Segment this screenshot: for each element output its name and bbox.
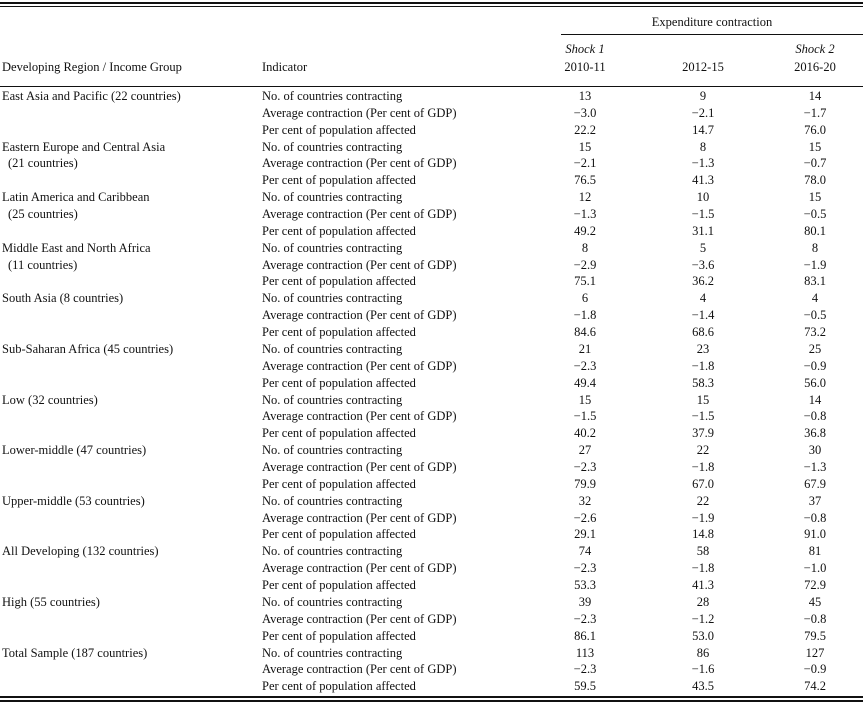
region-label: East Asia and Pacific (22 countries) [2,89,181,103]
indicator-label: Per cent of population affected [262,173,416,188]
indicator-label: No. of countries contracting [262,544,403,559]
value-cell: 15 [808,139,822,154]
value-cell: −3.6 [691,257,715,272]
value-cell: −0.8 [803,611,827,626]
value-cell: −1.8 [691,358,715,373]
value-cell: −2.1 [691,105,715,120]
indicator-label: Average contraction (Per cent of GDP) [262,105,457,120]
value-cell: −1.8 [691,561,715,576]
value-cell: 127 [805,645,825,660]
value-cell: −0.5 [803,308,827,323]
value-cell: 113 [575,645,595,660]
region-label: Middle East and North Africa [2,240,151,255]
value-cell: −2.3 [573,611,597,626]
indicator-label: Average contraction (Per cent of GDP) [262,510,457,525]
value-cell: 27 [578,443,592,458]
value-cell: 72.9 [804,578,826,592]
shock1-label: Shock 1 [565,42,605,56]
value-cell: 14 [808,392,822,407]
value-cell: −0.8 [803,510,827,525]
value-cell: 22.2 [574,122,596,137]
value-cell: 12 [578,190,592,205]
value-cell: 91.0 [804,527,826,542]
value-cell: 37 [808,493,822,508]
value-cell: 81 [808,544,822,559]
region-label: (25 countries) [8,207,78,221]
value-cell: 8 [699,139,707,154]
value-cell: −2.3 [573,460,597,474]
value-cell: 13 [578,89,592,103]
value-cell: 14.8 [692,527,714,542]
value-cell: 84.6 [574,325,596,339]
value-cell: 14.7 [692,122,714,137]
indicator-label: Per cent of population affected [262,223,416,238]
value-cell: 78.0 [804,173,826,188]
value-cell: −1.7 [803,105,827,120]
value-cell: −1.9 [691,510,715,525]
indicator-label: Average contraction (Per cent of GDP) [262,460,457,474]
spanning-header-rule [561,34,863,35]
value-cell: 29.1 [574,527,596,542]
indicator-label: No. of countries contracting [262,190,403,205]
value-cell: 74.2 [804,679,826,694]
indicator-label: Average contraction (Per cent of GDP) [262,611,457,626]
value-cell: 30 [808,443,822,458]
indicator-label: Per cent of population affected [262,527,416,542]
value-cell: 4 [699,291,707,306]
value-cell: −0.9 [803,358,827,373]
value-cell: 8 [811,240,819,255]
value-cell: 37.9 [692,426,714,441]
value-cell: −1.3 [573,207,597,221]
value-cell: 39 [578,595,592,609]
value-cell: −1.8 [691,460,715,474]
value-cell: 58.3 [692,375,714,390]
value-cell: 28 [696,595,710,609]
value-cell: −2.9 [573,257,597,272]
value-cell: −1.5 [691,207,715,221]
column-header-period2: 2012-15 [682,60,724,74]
indicator-label: No. of countries contracting [262,342,403,356]
indicator-label: Average contraction (Per cent of GDP) [262,308,457,323]
value-cell: −1.5 [573,409,597,424]
value-cell: 53.0 [692,628,714,643]
value-cell: 86 [696,645,710,660]
value-cell: −1.9 [803,257,827,272]
value-cell: 53.3 [574,578,596,592]
value-cell: −1.6 [691,662,715,677]
indicator-label: Average contraction (Per cent of GDP) [262,207,457,221]
value-cell: 75.1 [574,274,596,289]
value-cell: 10 [696,190,710,205]
indicator-label: Per cent of population affected [262,122,416,137]
value-cell: 79.9 [574,476,596,491]
value-cell: −1.0 [803,561,827,576]
spanning-header: Expenditure contraction [651,15,773,29]
value-cell: −2.3 [573,358,597,373]
value-cell: 59.5 [574,679,596,694]
value-cell: 15 [696,392,710,407]
value-cell: 15 [808,190,822,205]
indicator-label: Per cent of population affected [262,274,416,289]
top-rule-double [0,6,863,8]
indicator-label: No. of countries contracting [262,493,403,508]
value-cell: 41.3 [692,173,714,188]
value-cell: −1.4 [691,308,715,323]
value-cell: −3.0 [573,105,597,120]
value-cell: 76.0 [804,122,826,137]
region-label: Total Sample (187 countries) [2,645,148,660]
value-cell: −2.1 [573,156,597,171]
column-header-period1: 2010-11 [564,60,606,74]
value-cell: 80.1 [804,223,826,238]
value-cell: 41.3 [692,578,714,592]
value-cell: 67.9 [804,476,826,491]
header-rule [0,86,863,87]
value-cell: 14 [808,89,822,103]
value-cell: 68.6 [692,325,714,339]
region-label: (11 countries) [8,257,78,272]
region-label: (21 countries) [8,156,78,171]
indicator-label: No. of countries contracting [262,139,403,154]
value-cell: 15 [578,392,592,407]
bottom-rule [0,696,863,698]
column-header-indicator: Indicator [262,60,308,74]
region-label: Low (32 countries) [2,392,98,407]
region-label: South Asia (8 countries) [2,291,124,306]
value-cell: 21 [578,342,592,356]
value-cell: −0.5 [803,207,827,221]
indicator-label: Per cent of population affected [262,578,416,592]
indicator-label: Average contraction (Per cent of GDP) [262,257,457,272]
value-cell: −1.3 [691,156,715,171]
value-cell: 74 [578,544,592,559]
value-cell: 76.5 [574,173,596,188]
value-cell: 8 [581,240,589,255]
value-cell: 15 [578,139,592,154]
value-cell: −2.3 [573,662,597,677]
region-label: High (55 countries) [2,595,100,609]
value-cell: 22 [696,493,710,508]
indicator-label: Per cent of population affected [262,375,416,390]
value-cell: 5 [699,240,707,255]
indicator-label: No. of countries contracting [262,595,403,609]
indicator-label: Average contraction (Per cent of GDP) [262,662,457,677]
indicator-label: No. of countries contracting [262,240,403,255]
value-cell: 58 [696,544,710,559]
value-cell: 22 [696,443,710,458]
indicator-label: Per cent of population affected [262,476,416,491]
value-cell: −1.5 [691,409,715,424]
value-cell: 4 [811,291,819,306]
value-cell: −0.9 [803,662,827,677]
value-cell: 79.5 [804,628,826,643]
value-cell: 49.4 [574,375,596,390]
value-cell: 31.1 [692,223,714,238]
indicator-label: No. of countries contracting [262,89,403,103]
value-cell: 45 [808,595,822,609]
indicator-label: Average contraction (Per cent of GDP) [262,409,457,424]
indicator-label: No. of countries contracting [262,443,403,458]
value-cell: 56.0 [804,375,826,390]
indicator-label: Average contraction (Per cent of GDP) [262,156,457,171]
value-cell: 23 [696,342,710,356]
column-header-region: Developing Region / Income Group [2,60,182,74]
indicator-label: Per cent of population affected [262,679,416,694]
value-cell: 73.2 [804,325,826,339]
indicator-label: Per cent of population affected [262,426,416,441]
value-cell: 9 [699,89,707,103]
indicator-label: No. of countries contracting [262,291,403,306]
region-label: Eastern Europe and Central Asia [2,139,166,154]
value-cell: −1.2 [691,611,715,626]
value-cell: −2.6 [573,510,597,525]
region-label: All Developing (132 countries) [2,544,159,559]
indicator-label: Average contraction (Per cent of GDP) [262,561,457,576]
value-cell: 67.0 [692,476,714,491]
value-cell: −1.3 [803,460,827,474]
value-cell: 86.1 [574,628,596,643]
value-cell: 36.2 [692,274,714,289]
value-cell: 32 [578,493,592,508]
region-label: Lower-middle (47 countries) [2,443,147,458]
indicator-label: Per cent of population affected [262,628,416,643]
value-cell: −0.8 [803,409,827,424]
top-rule [0,2,863,4]
shock2-label: Shock 2 [795,42,835,56]
value-cell: 43.5 [692,679,714,694]
column-header-period3: 2016-20 [794,60,836,74]
bottom-rule-double [0,700,863,702]
value-cell: 83.1 [804,274,826,289]
value-cell: 49.2 [574,223,596,238]
value-cell: 25 [808,342,822,356]
region-label: Sub-Saharan Africa (45 countries) [2,342,174,356]
region-label: Upper-middle (53 countries) [2,493,145,508]
value-cell: 6 [581,291,589,306]
region-label: Latin America and Caribbean [2,190,150,205]
value-cell: 40.2 [574,426,596,441]
indicator-label: No. of countries contracting [262,392,403,407]
indicator-label: Average contraction (Per cent of GDP) [262,358,457,373]
value-cell: −1.8 [573,308,597,323]
indicator-label: No. of countries contracting [262,645,403,660]
value-cell: −2.3 [573,561,597,576]
value-cell: 36.8 [804,426,826,441]
value-cell: −0.7 [803,156,827,171]
indicator-label: Per cent of population affected [262,325,416,339]
